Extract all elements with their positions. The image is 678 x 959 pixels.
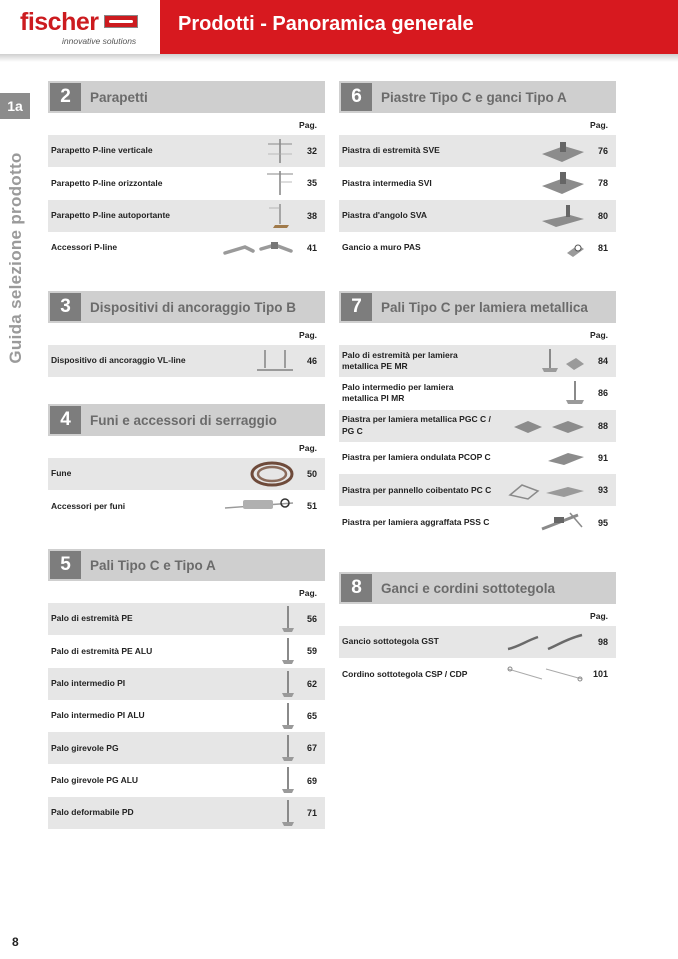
section-header (339, 291, 616, 323)
section-number: 5 (50, 551, 81, 579)
product-name: Accessori P-line (51, 242, 118, 253)
page-ref[interactable]: 46 (306, 356, 317, 367)
product-row[interactable] (48, 668, 325, 700)
post-vertical-icon (200, 138, 295, 164)
page-ref[interactable]: 69 (306, 775, 317, 786)
section-title: Parapetti (90, 90, 148, 105)
page-ref[interactable]: 62 (306, 678, 317, 689)
tensioner-icon (200, 493, 295, 519)
page-ref[interactable]: 50 (306, 469, 317, 480)
product-name: Piastra per lamiera metallica PGC C / PG C (342, 414, 491, 436)
product-row[interactable] (339, 410, 616, 442)
product-name: Palo intermedio PI ALU (51, 710, 145, 721)
page-column-label: Pag. (590, 611, 608, 621)
lanyard-icon (491, 661, 586, 687)
chapter-badge: 1a (0, 93, 30, 119)
pole-icon (200, 703, 295, 729)
page-ref[interactable]: 41 (306, 243, 317, 254)
freestanding-post-icon (200, 203, 295, 229)
product-name: Accessori per funi (51, 500, 126, 511)
section-header (48, 291, 325, 323)
product-name: Cordino sottotegola CSP / CDP (342, 668, 468, 679)
product-row[interactable] (339, 506, 616, 538)
product-row[interactable] (339, 474, 616, 506)
sheet-plate-icon (491, 413, 586, 439)
product-name: Palo di estremità per lamiera metallica PE MR (342, 349, 458, 372)
page-column-label: Pag. (590, 120, 608, 130)
page-ref[interactable]: 35 (306, 178, 317, 189)
page-ref[interactable]: 88 (597, 420, 608, 431)
pole-icon (200, 638, 295, 664)
chapter-title-vertical: Guida selezione prodotto (6, 152, 25, 364)
section-parapetti (48, 81, 325, 264)
product-row[interactable] (339, 442, 616, 474)
seam-clamp-icon (491, 509, 586, 535)
page-ref[interactable]: 84 (597, 356, 608, 367)
product-row[interactable] (48, 458, 325, 490)
sheet-pole-icon (491, 348, 586, 374)
page-ref[interactable]: 32 (306, 146, 317, 157)
section-ganci-sottotegola (339, 572, 616, 691)
pole-icon (200, 671, 295, 697)
sheet-pole-icon (491, 380, 586, 406)
page-ref[interactable]: 65 (306, 711, 317, 722)
page-column-label: Pag. (299, 443, 317, 453)
product-row[interactable] (48, 700, 325, 732)
product-row[interactable] (48, 732, 325, 764)
logo-emblem-icon (104, 15, 138, 28)
product-name: Parapetto P-line orizzontale (51, 177, 163, 188)
product-name: Parapetto P-line verticale (51, 145, 153, 156)
rope-coil-icon (200, 461, 295, 487)
section-header (48, 549, 325, 581)
page-ref[interactable]: 76 (597, 146, 608, 157)
plate-icon (491, 170, 586, 196)
page-ref[interactable]: 67 (306, 743, 317, 754)
section-title: Pali Tipo C per lamiera metallica (381, 300, 588, 315)
product-row[interactable] (339, 377, 616, 409)
logo-tagline: innovative solutions (62, 36, 137, 46)
roof-hook-icon (491, 629, 586, 655)
product-row[interactable] (339, 658, 616, 690)
page-ref[interactable]: 78 (597, 178, 608, 189)
pole-icon (200, 767, 295, 793)
section-number: 2 (50, 83, 81, 111)
section-header (339, 572, 616, 604)
product-row[interactable] (339, 345, 616, 377)
product-name: Dispositivo di ancoraggio VL-line (51, 355, 186, 366)
product-row[interactable] (48, 635, 325, 667)
product-row[interactable] (48, 490, 325, 522)
product-row[interactable] (48, 232, 325, 264)
pole-icon (200, 606, 295, 632)
brand-logo (0, 0, 160, 54)
page-ref[interactable]: 81 (597, 243, 608, 254)
section-title: Pali Tipo C e Tipo A (90, 558, 216, 573)
section-number: 6 (341, 83, 372, 111)
product-row[interactable] (48, 764, 325, 796)
plate-icon (491, 138, 586, 164)
product-name: Gancio sottotegola GST (342, 636, 439, 647)
panel-bracket-icon (491, 477, 586, 503)
section-number: 3 (50, 293, 81, 321)
product-row[interactable] (339, 232, 616, 264)
product-row[interactable] (48, 200, 325, 232)
page-ref[interactable]: 59 (306, 646, 317, 657)
page-number: 8 (12, 935, 19, 949)
page-column-label: Pag. (299, 588, 317, 598)
product-name: Piastra d'angolo SVA (342, 209, 427, 220)
section-header (48, 404, 325, 436)
product-name: Piastra di estremità SVE (342, 145, 440, 156)
header-divider (0, 54, 678, 62)
product-row[interactable] (48, 135, 325, 167)
section-pali-lamiera (339, 291, 616, 539)
page-ref[interactable]: 80 (597, 210, 608, 221)
product-name: Piastra per pannello coibentato PC C (342, 484, 492, 495)
page-title: Prodotti - Panoramica generale (178, 13, 474, 35)
page-column-label: Pag. (590, 330, 608, 340)
section-title: Piastre Tipo C e ganci Tipo A (381, 90, 567, 105)
section-title: Funi e accessori di serraggio (90, 413, 277, 428)
pole-icon (200, 735, 295, 761)
page-column-label: Pag. (299, 330, 317, 340)
product-name: Piastra intermedia SVI (342, 177, 432, 188)
product-row[interactable] (339, 135, 616, 167)
product-name: Palo deformabile PD (51, 807, 134, 818)
title-bar (160, 0, 678, 54)
product-name: Gancio a muro PAS (342, 242, 421, 253)
product-row[interactable] (48, 603, 325, 635)
logo-wordmark: fischer (20, 8, 99, 36)
section-dispositivi-ancoraggio (48, 291, 325, 377)
section-title: Dispositivi di ancoraggio Tipo B (90, 300, 297, 315)
section-number: 4 (50, 406, 81, 434)
product-row[interactable] (339, 167, 616, 199)
product-name: Piastra per lamiera aggraffata PSS C (342, 516, 490, 527)
pole-icon (200, 800, 295, 826)
product-name: Palo girevole PG (51, 742, 119, 753)
page-ref[interactable]: 101 (592, 669, 608, 680)
section-pali (48, 549, 325, 829)
page-ref[interactable]: 91 (597, 453, 608, 464)
section-header (339, 81, 616, 113)
section-title: Ganci e cordini sottotegola (381, 581, 556, 596)
page-ref[interactable]: 93 (597, 485, 608, 496)
page-header (0, 0, 678, 60)
product-name: Parapetto P-line autoportante (51, 209, 171, 220)
wall-hook-icon (491, 235, 586, 261)
page-ref[interactable]: 98 (597, 637, 608, 648)
product-row[interactable] (339, 626, 616, 658)
product-row[interactable] (48, 345, 325, 377)
product-name: Palo girevole PG ALU (51, 774, 139, 785)
section-number: 7 (341, 293, 372, 321)
section-header (48, 81, 325, 113)
post-horizontal-icon (200, 170, 295, 196)
section-piastre (339, 81, 616, 264)
product-row[interactable] (339, 200, 616, 232)
page-ref[interactable]: 51 (306, 501, 317, 512)
product-name: Piastra per lamiera ondulata PCOP C (342, 452, 491, 463)
product-name: Palo di estremità PE ALU (51, 645, 153, 656)
page-column-label: Pag. (299, 120, 317, 130)
product-name: Palo di estremità PE (51, 613, 133, 624)
corner-plate-icon (491, 203, 586, 229)
sheet-plate-icon (491, 445, 586, 471)
product-name: Palo intermedio PI (51, 677, 126, 688)
pipe-fittings-icon (200, 235, 295, 261)
anchor-rail-icon (200, 348, 295, 374)
section-funi (48, 404, 325, 523)
page-ref[interactable]: 86 (597, 388, 608, 399)
product-name: Fune (51, 468, 72, 479)
page-ref[interactable]: 71 (306, 807, 317, 818)
product-row[interactable] (48, 797, 325, 829)
product-row[interactable] (48, 167, 325, 199)
section-number: 8 (341, 574, 372, 602)
page-ref[interactable]: 56 (306, 614, 317, 625)
product-name: Palo intermedio per lamiera metallica PI MR (342, 381, 454, 404)
page-ref[interactable]: 38 (306, 210, 317, 221)
page-ref[interactable]: 95 (597, 517, 608, 528)
